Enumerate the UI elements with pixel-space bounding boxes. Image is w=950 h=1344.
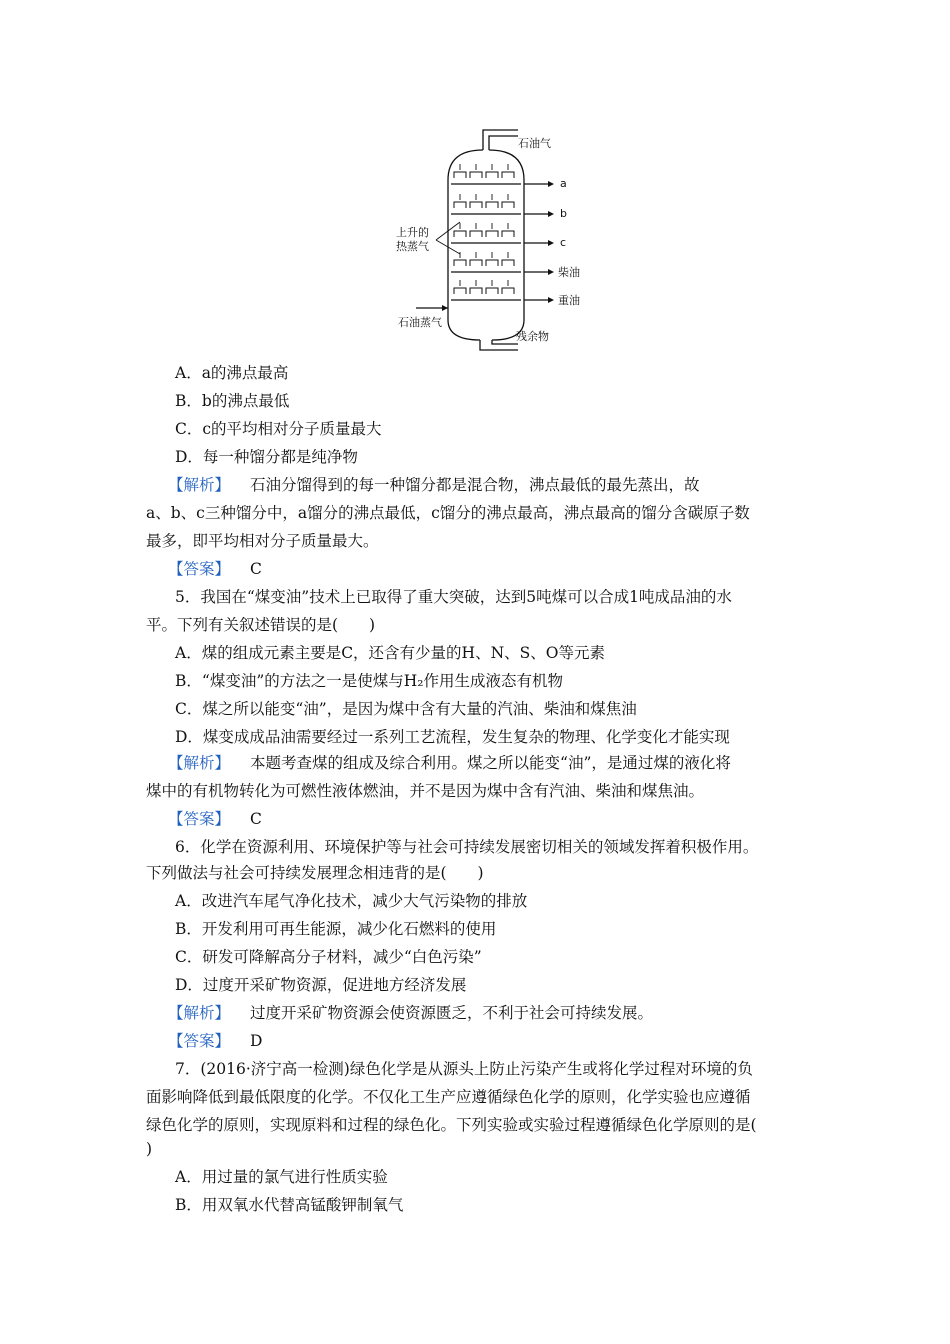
q5-answer: [0, 808, 950, 830]
label-a: a: [560, 177, 567, 190]
q6-option-b: B．开发利用可再生能源，减少化石燃料的使用: [175, 920, 497, 938]
q5-stem-line-1: 5．我国在“煤变油”技术上已取得了重大突破，达到5吨煤可以合成1吨成品油的水: [175, 588, 732, 606]
label-residue: 残余物: [516, 330, 549, 343]
q4-option-c: C．c的平均相对分子质量最大: [175, 420, 382, 438]
q6-option-a: A．改进汽车尾气净化技术，减少大气污染物的排放: [175, 892, 528, 910]
label-heavy-oil: 重油: [558, 294, 580, 307]
q4-option-d: D．每一种馏分都是纯净物: [175, 448, 358, 466]
label-c: c: [560, 236, 567, 249]
q5-stem-line-2: 平。下列有关叙述错误的是( ): [146, 616, 376, 634]
analysis-tag: 【解析】: [168, 754, 231, 772]
label-diesel: 柴油: [558, 266, 580, 279]
analysis-tag: 【解析】: [168, 1004, 231, 1022]
label-gas: 石油气: [518, 137, 551, 150]
q6-option-d: D．过度开采矿物资源，促进地方经济发展: [175, 976, 467, 994]
analysis-text: 过度开采矿物资源会使资源匮乏，不利于社会可持续发展。: [250, 1004, 654, 1022]
q5-option-b: B．“煤变油”的方法之一是使煤与H₂作用生成液态有机物: [175, 672, 563, 690]
q4-analysis-line-2: a、b、c三种馏分中，a馏分的沸点最低，c馏分的沸点最高，沸点最高的馏分含碳原子数: [146, 504, 750, 522]
q7-stem-line-4: ): [146, 1140, 153, 1158]
analysis-text: 本题考查煤的组成及综合利用。煤之所以能变“油”，是通过煤的液化将: [250, 754, 731, 772]
q6-answer: [0, 1030, 950, 1052]
q7-option-b: B．用双氧水代替高锰酸钾制氧气: [175, 1196, 404, 1214]
label-oil-steam: 石油蒸气: [398, 316, 442, 329]
label-rising-2: 热蒸气: [396, 240, 429, 253]
q5-option-a: A．煤的组成元素主要是C，还含有少量的H、N、S、O等元素: [175, 644, 605, 662]
q4-analysis-line-1: [0, 474, 950, 496]
answer-value: C: [250, 810, 262, 828]
q5-analysis-line-1: [0, 752, 950, 774]
answer-value: D: [250, 1032, 263, 1050]
q4-analysis-line-3: 最多，即平均相对分子质量最大。: [146, 532, 379, 550]
q7-option-a: A．用过量的氯气进行性质实验: [175, 1168, 388, 1186]
q6-stem-line-1: 6．化学在资源利用、环境保护等与社会可持续发展密切相关的领域发挥着积极作用。: [175, 838, 759, 856]
analysis-tag: 【解析】: [168, 476, 231, 494]
q4-option-a: A．a的沸点最高: [175, 364, 289, 382]
answer-tag: 【答案】: [168, 810, 231, 828]
answer-tag: 【答案】: [168, 1032, 231, 1050]
label-b: b: [560, 207, 567, 220]
q4-answer: [0, 558, 950, 580]
q7-stem-line-1: 7．(2016·济宁高一检测)绿色化学是从源头上防止污染产生或将化学过程对环境的负: [175, 1060, 753, 1078]
q7-stem-line-3: 绿色化学的原则，实现原料和过程的绿色化。下列实验或实验过程遵循绿色化学原则的是(: [146, 1116, 757, 1134]
q6-analysis: [0, 1002, 950, 1024]
label-rising-1: 上升的: [396, 226, 429, 239]
q5-option-c: C．煤之所以能变“油”，是因为煤中含有大量的汽油、柴油和煤焦油: [175, 700, 637, 718]
q6-stem-line-2: 下列做法与社会可持续发展理念相违背的是( ): [146, 864, 484, 882]
q5-analysis-line-2: 煤中的有机物转化为可燃性液体燃油，并不是因为煤中含有汽油、柴油和煤焦油。: [146, 782, 705, 800]
trays: [451, 184, 521, 300]
answer-tag: 【答案】: [168, 560, 231, 578]
fractionating-column-diagram: [388, 122, 598, 354]
q7-stem-line-2: 面影响降低到最低限度的化学。不仅化工生产应遵循绿色化学的原则，化学实验也应遵循: [146, 1088, 751, 1106]
q4-option-b: B．b的沸点最低: [175, 392, 290, 410]
analysis-text: 石油分馏得到的每一种馏分都是混合物，沸点最低的最先蒸出，故: [250, 476, 700, 494]
column-svg: [388, 122, 598, 354]
q5-option-d: D．煤变成成品油需要经过一系列工艺流程，发生复杂的物理、化学变化才能实现: [175, 728, 730, 746]
answer-value: C: [250, 560, 262, 578]
q6-option-c: C．研发可降解高分子材料，减少“白色污染”: [175, 948, 482, 966]
